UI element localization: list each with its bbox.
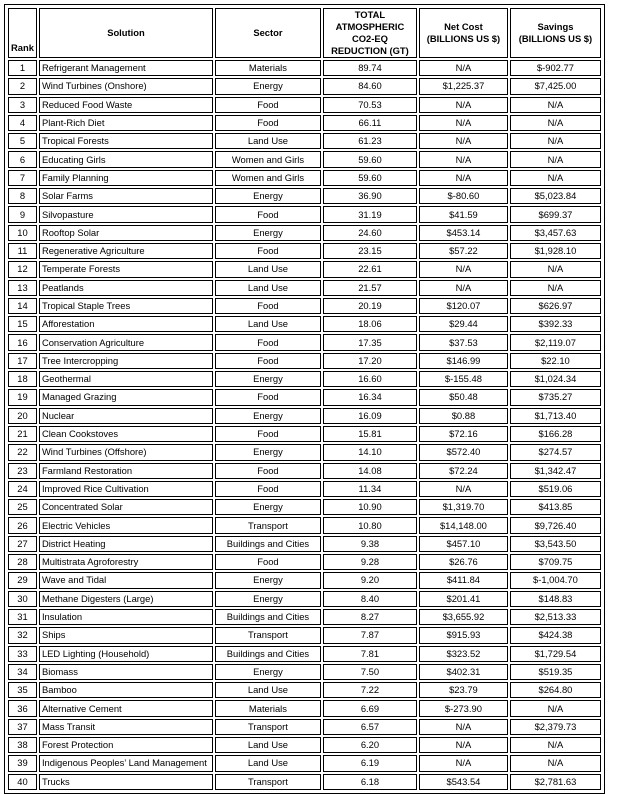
cell-total-reduction: 61.23 xyxy=(323,133,417,149)
cell-total-reduction: 10.90 xyxy=(323,499,417,515)
cell-solution: Insulation xyxy=(39,609,213,625)
cell-rank: 10 xyxy=(8,225,37,241)
cell-sector: Energy xyxy=(215,225,321,241)
cell-rank: 27 xyxy=(8,536,37,552)
cell-sector: Women and Girls xyxy=(215,170,321,186)
cell-total-reduction: 7.87 xyxy=(323,627,417,643)
cell-savings: N/A xyxy=(510,115,601,131)
cell-net-cost: $543.54 xyxy=(419,774,508,790)
cell-total-reduction: 6.19 xyxy=(323,755,417,771)
cell-sector: Buildings and Cities xyxy=(215,536,321,552)
cell-total-reduction: 9.20 xyxy=(323,572,417,588)
cell-net-cost: $29.44 xyxy=(419,316,508,332)
cell-solution: Bamboo xyxy=(39,682,213,698)
cell-rank: 2 xyxy=(8,78,37,94)
cell-solution: Managed Grazing xyxy=(39,389,213,405)
cell-total-reduction: 10.80 xyxy=(323,517,417,533)
cell-net-cost: $453.14 xyxy=(419,225,508,241)
cell-net-cost: $402.31 xyxy=(419,664,508,680)
cell-net-cost: $457.10 xyxy=(419,536,508,552)
cell-total-reduction: 20.19 xyxy=(323,298,417,314)
cell-sector: Food xyxy=(215,206,321,222)
cell-savings: $264.80 xyxy=(510,682,601,698)
cell-rank: 37 xyxy=(8,719,37,735)
cell-rank: 30 xyxy=(8,591,37,607)
cell-net-cost: $1,225.37 xyxy=(419,78,508,94)
cell-solution: Plant-Rich Diet xyxy=(39,115,213,131)
cell-savings: $2,513.33 xyxy=(510,609,601,625)
table-row xyxy=(8,719,601,735)
cell-sector: Energy xyxy=(215,408,321,424)
cell-solution: Wind Turbines (Offshore) xyxy=(39,444,213,460)
table-row xyxy=(8,353,601,369)
cell-savings: $735.27 xyxy=(510,389,601,405)
table-row xyxy=(8,591,601,607)
cell-rank: 5 xyxy=(8,133,37,149)
cell-net-cost: $572.40 xyxy=(419,444,508,460)
table-row xyxy=(8,609,601,625)
table-row xyxy=(8,426,601,442)
cell-savings: $5,023.84 xyxy=(510,188,601,204)
cell-sector: Buildings and Cities xyxy=(215,646,321,662)
cell-rank: 26 xyxy=(8,517,37,533)
cell-net-cost: N/A xyxy=(419,719,508,735)
cell-total-reduction: 17.20 xyxy=(323,353,417,369)
cell-net-cost: $26.76 xyxy=(419,554,508,570)
cell-savings: N/A xyxy=(510,170,601,186)
table-row xyxy=(8,463,601,479)
cell-solution: Multistrata Agroforestry xyxy=(39,554,213,570)
cell-savings: $-902.77 xyxy=(510,60,601,76)
cell-solution: Mass Transit xyxy=(39,719,213,735)
header-rank: Rank xyxy=(8,8,37,58)
cell-sector: Energy xyxy=(215,664,321,680)
cell-net-cost: $50.48 xyxy=(419,389,508,405)
cell-solution: Concentrated Solar xyxy=(39,499,213,515)
header-total-reduction: TOTAL ATMOSPHERIC CO2-EQ REDUCTION (GT) xyxy=(323,8,417,58)
cell-total-reduction: 14.10 xyxy=(323,444,417,460)
table-row xyxy=(8,133,601,149)
cell-rank: 28 xyxy=(8,554,37,570)
cell-savings: N/A xyxy=(510,755,601,771)
cell-rank: 38 xyxy=(8,737,37,753)
cell-solution: Forest Protection xyxy=(39,737,213,753)
cell-solution: Tropical Forests xyxy=(39,133,213,149)
cell-rank: 17 xyxy=(8,353,37,369)
cell-solution: Wave and Tidal xyxy=(39,572,213,588)
cell-net-cost: $-273.90 xyxy=(419,700,508,716)
cell-sector: Land Use xyxy=(215,737,321,753)
cell-total-reduction: 6.69 xyxy=(323,700,417,716)
table-body xyxy=(8,60,601,790)
cell-sector: Materials xyxy=(215,60,321,76)
cell-net-cost: N/A xyxy=(419,261,508,277)
cell-solution: Tropical Staple Trees xyxy=(39,298,213,314)
table-row xyxy=(8,499,601,515)
cell-net-cost: $-155.48 xyxy=(419,371,508,387)
cell-net-cost: $41.59 xyxy=(419,206,508,222)
cell-savings: $413.85 xyxy=(510,499,601,515)
cell-total-reduction: 22.61 xyxy=(323,261,417,277)
cell-sector: Transport xyxy=(215,517,321,533)
cell-net-cost: $3,655.92 xyxy=(419,609,508,625)
cell-net-cost: $146.99 xyxy=(419,353,508,369)
cell-rank: 29 xyxy=(8,572,37,588)
cell-total-reduction: 23.15 xyxy=(323,243,417,259)
cell-savings: $709.75 xyxy=(510,554,601,570)
cell-net-cost: $-80.60 xyxy=(419,188,508,204)
cell-solution: Tree Intercropping xyxy=(39,353,213,369)
cell-sector: Food xyxy=(215,389,321,405)
cell-savings: N/A xyxy=(510,133,601,149)
header-savings: Savings (BILLIONS US $) xyxy=(510,8,601,58)
cell-total-reduction: 7.81 xyxy=(323,646,417,662)
cell-total-reduction: 7.22 xyxy=(323,682,417,698)
cell-solution: Peatlands xyxy=(39,280,213,296)
cell-savings: $424.38 xyxy=(510,627,601,643)
cell-savings: $-1,004.70 xyxy=(510,572,601,588)
cell-savings: $274.57 xyxy=(510,444,601,460)
cell-savings: $148.83 xyxy=(510,591,601,607)
cell-savings: $9,726.40 xyxy=(510,517,601,533)
table-row xyxy=(8,225,601,241)
cell-solution: Geothermal xyxy=(39,371,213,387)
cell-net-cost: N/A xyxy=(419,115,508,131)
header-solution: Solution xyxy=(39,8,213,58)
cell-total-reduction: 59.60 xyxy=(323,170,417,186)
table-row xyxy=(8,646,601,662)
cell-rank: 13 xyxy=(8,280,37,296)
header-row xyxy=(8,8,601,58)
cell-solution: Improved Rice Cultivation xyxy=(39,481,213,497)
cell-savings: $1,024.34 xyxy=(510,371,601,387)
header-net-cost: Net Cost (BILLIONS US $) xyxy=(419,8,508,58)
cell-rank: 3 xyxy=(8,97,37,113)
cell-total-reduction: 9.28 xyxy=(323,554,417,570)
cell-total-reduction: 70.53 xyxy=(323,97,417,113)
cell-rank: 21 xyxy=(8,426,37,442)
cell-total-reduction: 24.60 xyxy=(323,225,417,241)
cell-solution: Nuclear xyxy=(39,408,213,424)
cell-savings: N/A xyxy=(510,151,601,167)
cell-net-cost: N/A xyxy=(419,97,508,113)
cell-savings: $699.37 xyxy=(510,206,601,222)
table-row xyxy=(8,188,601,204)
cell-net-cost: $23.79 xyxy=(419,682,508,698)
cell-total-reduction: 16.60 xyxy=(323,371,417,387)
table-row xyxy=(8,170,601,186)
cell-solution: Clean Cookstoves xyxy=(39,426,213,442)
cell-savings: $3,457.63 xyxy=(510,225,601,241)
cell-total-reduction: 31.19 xyxy=(323,206,417,222)
cell-rank: 40 xyxy=(8,774,37,790)
table-row xyxy=(8,682,601,698)
cell-savings: $7,425.00 xyxy=(510,78,601,94)
table-row xyxy=(8,572,601,588)
cell-sector: Food xyxy=(215,463,321,479)
cell-total-reduction: 36.90 xyxy=(323,188,417,204)
table-row xyxy=(8,481,601,497)
cell-solution: District Heating xyxy=(39,536,213,552)
table-row xyxy=(8,737,601,753)
table-row xyxy=(8,627,601,643)
header-sector: Sector xyxy=(215,8,321,58)
cell-savings: $2,379.73 xyxy=(510,719,601,735)
cell-solution: Farmland Restoration xyxy=(39,463,213,479)
table-row xyxy=(8,774,601,790)
table-row xyxy=(8,97,601,113)
cell-total-reduction: 16.09 xyxy=(323,408,417,424)
cell-solution: Alternative Cement xyxy=(39,700,213,716)
cell-savings: N/A xyxy=(510,700,601,716)
cell-net-cost: $37.53 xyxy=(419,334,508,350)
table-row xyxy=(8,536,601,552)
cell-net-cost: $57.22 xyxy=(419,243,508,259)
cell-savings: N/A xyxy=(510,97,601,113)
cell-rank: 22 xyxy=(8,444,37,460)
cell-solution: Family Planning xyxy=(39,170,213,186)
cell-rank: 7 xyxy=(8,170,37,186)
cell-savings: $519.06 xyxy=(510,481,601,497)
cell-total-reduction: 6.57 xyxy=(323,719,417,735)
cell-net-cost: $0.88 xyxy=(419,408,508,424)
cell-rank: 31 xyxy=(8,609,37,625)
cell-solution: Electric Vehicles xyxy=(39,517,213,533)
cell-net-cost: N/A xyxy=(419,755,508,771)
table-row xyxy=(8,78,601,94)
cell-sector: Food xyxy=(215,481,321,497)
cell-solution: Methane Digesters (Large) xyxy=(39,591,213,607)
cell-total-reduction: 9.38 xyxy=(323,536,417,552)
cell-total-reduction: 17.35 xyxy=(323,334,417,350)
cell-rank: 24 xyxy=(8,481,37,497)
cell-net-cost: N/A xyxy=(419,151,508,167)
table-row xyxy=(8,280,601,296)
table-row xyxy=(8,408,601,424)
cell-rank: 18 xyxy=(8,371,37,387)
table-row xyxy=(8,261,601,277)
table-row xyxy=(8,115,601,131)
cell-total-reduction: 89.74 xyxy=(323,60,417,76)
cell-savings: N/A xyxy=(510,261,601,277)
cell-net-cost: $915.93 xyxy=(419,627,508,643)
cell-rank: 11 xyxy=(8,243,37,259)
table-row xyxy=(8,243,601,259)
cell-net-cost: $120.07 xyxy=(419,298,508,314)
table-row xyxy=(8,664,601,680)
cell-total-reduction: 6.20 xyxy=(323,737,417,753)
cell-net-cost: N/A xyxy=(419,60,508,76)
cell-net-cost: $323.52 xyxy=(419,646,508,662)
cell-total-reduction: 7.50 xyxy=(323,664,417,680)
cell-solution: Reduced Food Waste xyxy=(39,97,213,113)
table-row xyxy=(8,206,601,222)
cell-sector: Land Use xyxy=(215,682,321,698)
table-row xyxy=(8,151,601,167)
cell-sector: Transport xyxy=(215,719,321,735)
solutions-table-frame xyxy=(4,4,605,794)
cell-solution: Regenerative Agriculture xyxy=(39,243,213,259)
table-row xyxy=(8,444,601,460)
table-row xyxy=(8,298,601,314)
cell-sector: Energy xyxy=(215,78,321,94)
cell-total-reduction: 66.11 xyxy=(323,115,417,131)
cell-net-cost: N/A xyxy=(419,133,508,149)
cell-net-cost: N/A xyxy=(419,737,508,753)
cell-savings: $166.28 xyxy=(510,426,601,442)
cell-sector: Food xyxy=(215,426,321,442)
cell-total-reduction: 18.06 xyxy=(323,316,417,332)
cell-savings: $1,928.10 xyxy=(510,243,601,259)
cell-rank: 32 xyxy=(8,627,37,643)
cell-sector: Materials xyxy=(215,700,321,716)
cell-rank: 12 xyxy=(8,261,37,277)
cell-solution: Conservation Agriculture xyxy=(39,334,213,350)
cell-rank: 1 xyxy=(8,60,37,76)
cell-total-reduction: 6.18 xyxy=(323,774,417,790)
cell-rank: 35 xyxy=(8,682,37,698)
cell-savings: $392.33 xyxy=(510,316,601,332)
cell-net-cost: $1,319.70 xyxy=(419,499,508,515)
table-row xyxy=(8,316,601,332)
cell-sector: Energy xyxy=(215,591,321,607)
cell-rank: 19 xyxy=(8,389,37,405)
cell-sector: Energy xyxy=(215,371,321,387)
cell-solution: Biomass xyxy=(39,664,213,680)
cell-sector: Land Use xyxy=(215,755,321,771)
cell-total-reduction: 15.81 xyxy=(323,426,417,442)
cell-sector: Food xyxy=(215,353,321,369)
cell-solution: Trucks xyxy=(39,774,213,790)
cell-total-reduction: 8.40 xyxy=(323,591,417,607)
cell-rank: 25 xyxy=(8,499,37,515)
cell-rank: 23 xyxy=(8,463,37,479)
cell-sector: Energy xyxy=(215,444,321,460)
cell-solution: Rooftop Solar xyxy=(39,225,213,241)
cell-total-reduction: 16.34 xyxy=(323,389,417,405)
cell-rank: 9 xyxy=(8,206,37,222)
cell-net-cost: N/A xyxy=(419,481,508,497)
drawdown-solutions-table xyxy=(6,6,603,792)
cell-net-cost: $411.84 xyxy=(419,572,508,588)
table-row xyxy=(8,517,601,533)
cell-rank: 15 xyxy=(8,316,37,332)
cell-savings: $2,119.07 xyxy=(510,334,601,350)
table-row xyxy=(8,334,601,350)
table-row xyxy=(8,389,601,405)
cell-savings: $1,342.47 xyxy=(510,463,601,479)
cell-sector: Transport xyxy=(215,627,321,643)
table-row xyxy=(8,700,601,716)
cell-rank: 20 xyxy=(8,408,37,424)
cell-solution: Solar Farms xyxy=(39,188,213,204)
cell-savings: $519.35 xyxy=(510,664,601,680)
cell-solution: Silvopasture xyxy=(39,206,213,222)
cell-net-cost: $201.41 xyxy=(419,591,508,607)
cell-sector: Food xyxy=(215,97,321,113)
cell-sector: Food xyxy=(215,243,321,259)
cell-sector: Energy xyxy=(215,499,321,515)
cell-sector: Food xyxy=(215,334,321,350)
cell-rank: 33 xyxy=(8,646,37,662)
cell-savings: N/A xyxy=(510,737,601,753)
cell-sector: Women and Girls xyxy=(215,151,321,167)
table-row xyxy=(8,554,601,570)
cell-net-cost: $72.16 xyxy=(419,426,508,442)
cell-solution: Refrigerant Management xyxy=(39,60,213,76)
cell-total-reduction: 21.57 xyxy=(323,280,417,296)
cell-solution: Indigenous Peoples’ Land Management xyxy=(39,755,213,771)
cell-savings: $1,713.40 xyxy=(510,408,601,424)
cell-sector: Buildings and Cities xyxy=(215,609,321,625)
cell-sector: Energy xyxy=(215,188,321,204)
cell-sector: Transport xyxy=(215,774,321,790)
cell-solution: Wind Turbines (Onshore) xyxy=(39,78,213,94)
cell-net-cost: N/A xyxy=(419,280,508,296)
cell-savings: $626.97 xyxy=(510,298,601,314)
cell-savings: $3,543.50 xyxy=(510,536,601,552)
cell-solution: Educating Girls xyxy=(39,151,213,167)
cell-total-reduction: 8.27 xyxy=(323,609,417,625)
cell-total-reduction: 11.34 xyxy=(323,481,417,497)
cell-total-reduction: 59.60 xyxy=(323,151,417,167)
cell-net-cost: $72.24 xyxy=(419,463,508,479)
cell-rank: 8 xyxy=(8,188,37,204)
cell-savings: $22.10 xyxy=(510,353,601,369)
cell-savings: $2,781.63 xyxy=(510,774,601,790)
cell-net-cost: $14,148.00 xyxy=(419,517,508,533)
cell-rank: 4 xyxy=(8,115,37,131)
cell-net-cost: N/A xyxy=(419,170,508,186)
cell-solution: Afforestation xyxy=(39,316,213,332)
cell-sector: Land Use xyxy=(215,280,321,296)
cell-sector: Land Use xyxy=(215,133,321,149)
cell-total-reduction: 84.60 xyxy=(323,78,417,94)
cell-sector: Food xyxy=(215,115,321,131)
cell-rank: 6 xyxy=(8,151,37,167)
cell-sector: Land Use xyxy=(215,261,321,277)
cell-savings: N/A xyxy=(510,280,601,296)
cell-total-reduction: 14.08 xyxy=(323,463,417,479)
table-row xyxy=(8,371,601,387)
table-row xyxy=(8,755,601,771)
cell-rank: 34 xyxy=(8,664,37,680)
cell-sector: Energy xyxy=(215,572,321,588)
cell-solution: LED Lighting (Household) xyxy=(39,646,213,662)
cell-rank: 36 xyxy=(8,700,37,716)
cell-sector: Food xyxy=(215,554,321,570)
table-row xyxy=(8,60,601,76)
cell-solution: Temperate Forests xyxy=(39,261,213,277)
cell-sector: Land Use xyxy=(215,316,321,332)
cell-sector: Food xyxy=(215,298,321,314)
cell-savings: $1,729.54 xyxy=(510,646,601,662)
cell-rank: 39 xyxy=(8,755,37,771)
cell-solution: Ships xyxy=(39,627,213,643)
cell-rank: 16 xyxy=(8,334,37,350)
cell-rank: 14 xyxy=(8,298,37,314)
